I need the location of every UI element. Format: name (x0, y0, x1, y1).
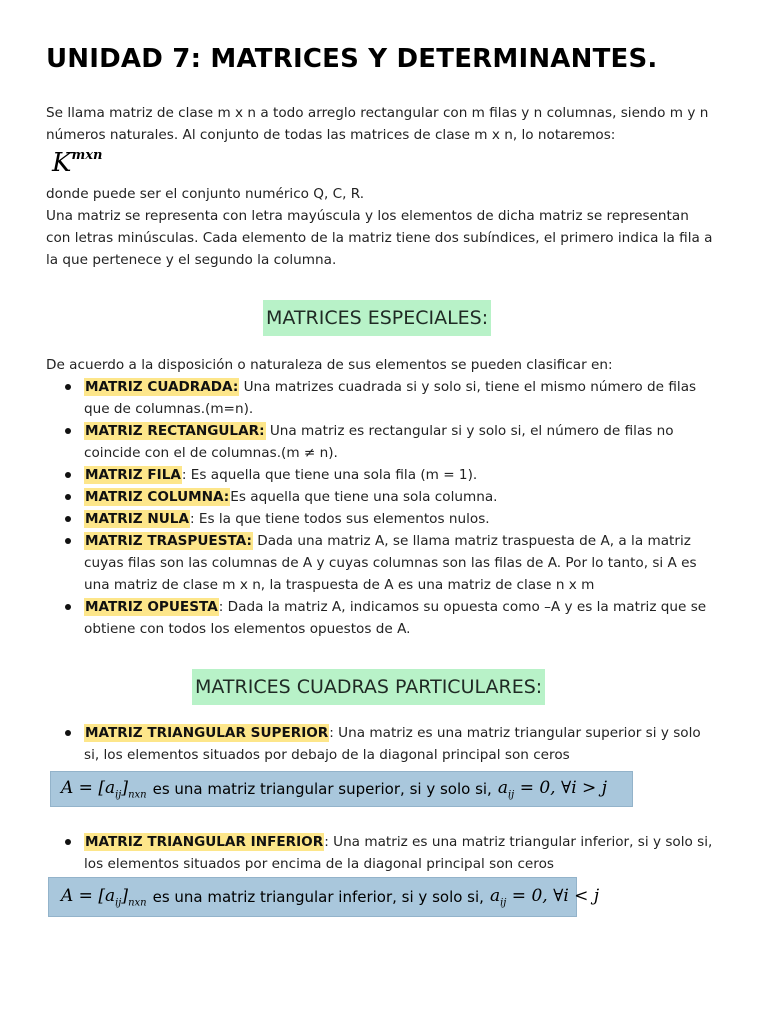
section-title-matrices-cuadradas: MATRICES CUADRAS PARTICULARES: (192, 669, 545, 705)
upper-triangular-list (46, 722, 716, 766)
section-title-matrices-especiales: MATRICES ESPECIALES: (263, 300, 491, 336)
item-text: Una matriz es rectangular si y solo si, el número de filas no coincide con el de columnas.(m ≠ n). (84, 423, 674, 461)
intro-paragraph-1: Se llama matriz de clase m x n a todo arreglo rectangular con m filas y n columnas, siendo m y n números naturales. Al conjunto de todas las matrices de clase m x n, lo notaremos: (46, 105, 709, 143)
section1-lead: De acuerdo a la disposición o naturaleza de sus elementos se pueden clasificar en: (46, 357, 613, 373)
formula-matrix: $A = [a_{ij}]_{nxn}$ (61, 777, 147, 801)
list-item (84, 420, 716, 464)
formula-condition: $a_{ij} = 0$, ∀i < j (489, 885, 600, 909)
term-highlight: MATRIZ COLUMNA: (85, 489, 230, 505)
term-highlight: MATRIZ FILA (85, 467, 181, 483)
term-highlight: MATRIZ OPUESTA (85, 599, 218, 615)
list-item (84, 464, 716, 486)
item-text: : Una matriz es una matriz triangular superior si y solo si, los elementos situados por debajo de la diagonal principal son ceros (84, 725, 701, 763)
list-item (84, 530, 716, 596)
item-text: : Es aquella que tiene una sola fila (m = 1). (181, 467, 478, 483)
k-mxn-formula (52, 148, 102, 178)
intro-paragraph-2: donde puede ser el conjunto numérico Q, C, R. (46, 186, 365, 202)
page-title: UNIDAD 7: MATRICES Y DETERMINANTES. (46, 44, 658, 74)
item-text: : Dada la matriz A, indicamos su opuesta como –A y es la matriz que se obtiene con todos los elementos opuestos de A. (84, 599, 707, 637)
item-text: Una matrizes cuadrada si y solo si, tiene el mismo número de filas que de columnas.(m=n). (84, 379, 697, 417)
k-base: K (52, 148, 72, 178)
term-highlight: MATRIZ TRASPUESTA: (85, 533, 252, 549)
term-highlight: MATRIZ RECTANGULAR: (85, 423, 265, 439)
formula-text: es una matriz triangular inferior, si y solo si, (152, 888, 484, 906)
formula-text: es una matriz triangular superior, si y solo si, (152, 780, 492, 798)
term-highlight: MATRIZ NULA (85, 511, 189, 527)
item-text: : Es la que tiene todos sus elementos nulos. (189, 511, 490, 527)
list-item (84, 508, 716, 530)
list-item (84, 722, 716, 766)
item-text: : Una matriz es una matriz triangular inferior, si y solo si, los elementos situados por encima de la diagonal principal son ceros (84, 834, 713, 872)
lower-triangular-list (46, 831, 716, 875)
formula-matrix: $A = [a_{ij}]_{nxn}$ (61, 885, 147, 909)
formula-condition: $a_{ij} = 0$, ∀i > j (497, 777, 607, 801)
list-item (84, 376, 716, 420)
special-matrices-list (46, 376, 716, 640)
item-text: Es aquella que tiene una sola columna. (230, 489, 498, 505)
list-item (84, 486, 716, 508)
list-item (84, 596, 716, 640)
upper-triangular-formula (50, 771, 633, 807)
term-highlight: MATRIZ CUADRADA: (85, 379, 239, 395)
item-text: Dada una matriz A, se llama matriz traspuesta de A, a la matriz cuyas filas son las columnas de A y cuyas columnas son las filas de A. Por lo tanto, si A es una matriz de clase m x n, la traspuesta de A es una matriz de clase n x m (84, 533, 697, 593)
list-item (84, 831, 716, 875)
lower-triangular-formula (48, 877, 600, 917)
intro-paragraph-3: Una matriz se representa con letra mayúscula y los elementos de dicha matriz se representan con letras minúsculas. Cada elemento de la matriz tiene dos subíndices, el primero indica la fila a la que pertenece y el segundo la columna. (46, 208, 713, 268)
term-highlight: MATRIZ TRIANGULAR SUPERIOR (85, 725, 329, 741)
term-highlight: MATRIZ TRIANGULAR INFERIOR (85, 834, 324, 850)
k-exponent: mxn (71, 147, 103, 163)
